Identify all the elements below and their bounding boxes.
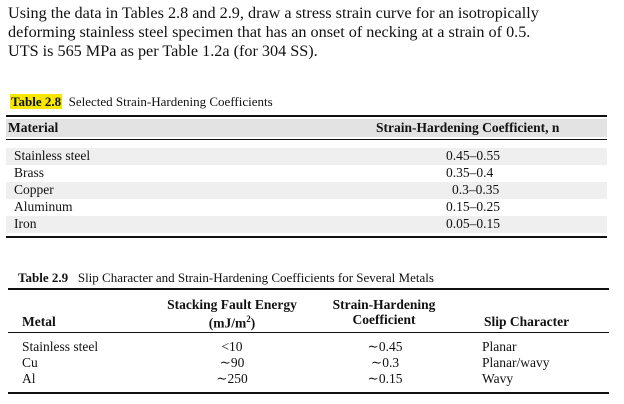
header-sfe-close: ) (250, 315, 256, 331)
table-row (6, 165, 607, 182)
table-row (6, 182, 607, 199)
cell-shc: ∼0.15 (367, 371, 403, 386)
cell-material: Copper (14, 182, 54, 197)
table-2-9-caption (18, 270, 434, 286)
cell-material: Iron (14, 216, 37, 231)
header-coefficient-label: Strain-Hardening Coefficient, n (376, 120, 560, 135)
header-sfe-line-2 (152, 312, 312, 331)
problem-line-1: Using the data in Tables 2.8 and 2.9, draw a stress strain curve for an isotropically (8, 4, 539, 22)
table-row (6, 199, 607, 216)
cell-slip: Planar (482, 339, 517, 354)
header-rule (8, 332, 609, 333)
cell-material: Brass (14, 165, 44, 180)
table-top-rule (8, 288, 609, 290)
table-2-9 (8, 288, 609, 400)
header-stacking-fault-energy (152, 297, 312, 331)
cell-shc: ∼0.45 (367, 339, 403, 354)
table-2-8-title: Selected Strain-Hardening Coefficients (68, 94, 273, 109)
cell-metal: Stainless steel (22, 339, 99, 354)
table-top-rule (6, 115, 607, 117)
table-row (8, 339, 609, 355)
header-shc-line-1: Strain-Hardening (332, 297, 436, 312)
table-2-9-number: Table 2.9 (18, 270, 69, 285)
problem-line-2: deforming stainless steel specimen that has an onset of necking at a strain of 0.5. (8, 23, 531, 41)
header-coefficient (376, 120, 559, 136)
cell-coefficient: 0.15–0.25 (446, 199, 500, 214)
header-material: Material (8, 120, 59, 135)
table-2-8-number: Table 2.8 (11, 94, 62, 109)
cell-sfe: ∼90 (219, 355, 245, 370)
cell-slip: Wavy (482, 371, 514, 386)
cell-shc: ∼0.3 (370, 355, 400, 370)
header-sfe-line-1: Stacking Fault Energy (167, 297, 297, 312)
problem-line-3: UTS is 565 MPa as per Table 1.2a (for 304 SS). (8, 42, 318, 60)
header-strain-hardening (324, 297, 444, 327)
table-bottom-rule (6, 236, 607, 238)
cell-coefficient: 0.45–0.55 (446, 148, 500, 163)
cell-coefficient: 0.3–0.35 (452, 182, 500, 197)
cell-metal: Cu (22, 355, 38, 370)
header-sfe-unit: (mJ/m (208, 315, 247, 331)
header-metal: Metal (22, 314, 56, 329)
problem-statement (8, 4, 608, 61)
table-row (8, 371, 609, 387)
table-row (8, 355, 609, 371)
cell-slip: Planar/wavy (482, 355, 550, 370)
cell-coefficient: 0.05–0.15 (446, 216, 500, 231)
cell-sfe: <10 (221, 339, 243, 354)
cell-material: Stainless steel (14, 148, 91, 163)
table-2-8-caption (10, 94, 273, 110)
header-shc-line-2: Coefficient (352, 312, 416, 327)
table-row (6, 148, 607, 165)
cell-coefficient: 0.35–0.4 (446, 165, 494, 180)
table-2-9-title: Slip Character and Strain-Hardening Coefficients for Several Metals (77, 270, 434, 285)
header-slip-character: Slip Character (484, 314, 570, 329)
table-bottom-rule (8, 392, 609, 394)
header-rule (6, 139, 607, 140)
cell-metal: Al (22, 371, 36, 386)
header-sfe-superscript: 2 (246, 314, 251, 324)
cell-sfe: ∼250 (216, 371, 248, 386)
cell-material: Aluminum (14, 199, 73, 214)
table-2-8 (6, 115, 607, 239)
table-row (6, 216, 607, 233)
